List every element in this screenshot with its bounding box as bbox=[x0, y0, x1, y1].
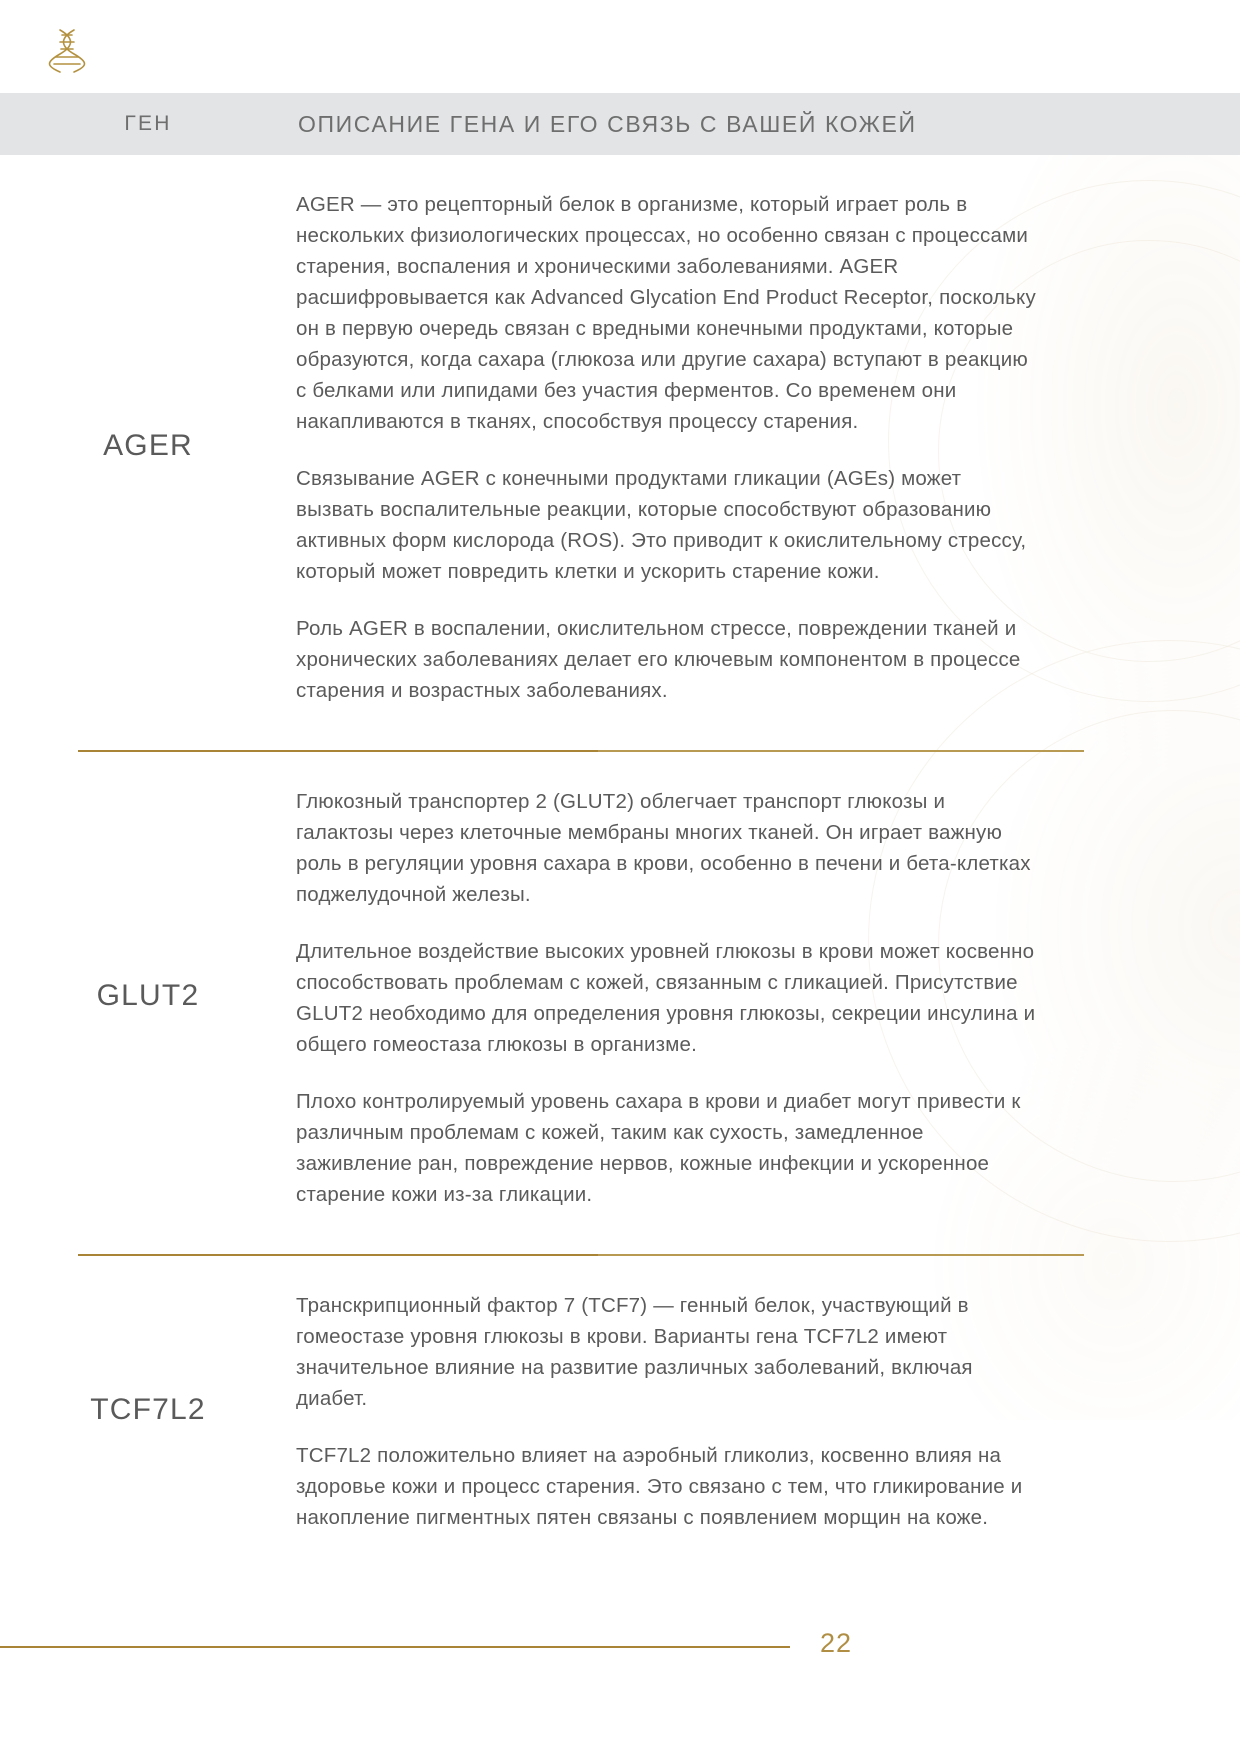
page-footer bbox=[0, 1628, 1240, 1668]
table-row bbox=[0, 1256, 1240, 1563]
table-header bbox=[0, 93, 1240, 155]
gene-name-cell bbox=[0, 752, 296, 1240]
page-number: 22 bbox=[820, 1628, 853, 1658]
table-row bbox=[0, 752, 1240, 1240]
paragraph: AGER — это рецепторный белок в организме, который играет роль в нескольких физиологических процессах, но особенно связан с процессами старения, воспаления и хроническими заболеваниями. AGER расшифровывается как Advanced Glycation End Product Receptor, поскольку он в первую очередь связан с вредными конечными продуктами, которые образуются, когда сахара (глюкоза или другие сахара) вступают в реакцию с белками или липидами без участия ферментов. Со временем они накапливаются в тканях, способствуя процессу старения. bbox=[296, 193, 1036, 433]
gene-description-cell bbox=[296, 752, 1240, 1240]
page-header bbox=[0, 0, 1240, 93]
paragraph: Транскрипционный фактор 7 (TCF7) — генный белок, участвующий в гомеостазе уровня глюкозы в крови. Варианты гена TCF7L2 имеют значительное влияние на развитие различных заболеваний, включая диабет. bbox=[296, 1294, 973, 1410]
paragraph: Длительное воздействие высоких уровней глюкозы в крови может косвенно способствовать проблемам с кожей, связанным с гликацией. Присутствие GLUT2 необходимо для определения уровня глюкозы, секреции инсулина и общего гомеостаза глюкозы в организме. bbox=[296, 940, 1036, 1056]
gene-name-cell bbox=[0, 155, 296, 736]
table-row bbox=[0, 155, 1240, 736]
gene-table-body bbox=[0, 155, 1240, 1563]
paragraph: Связывание AGER с конечными продуктами гликации (AGEs) может вызвать воспалительные реакции, которые способствуют образованию активных форм кислорода (ROS). Это приводит к окислительному стрессу, который может повредить клетки и ускорить старение кожи. bbox=[296, 467, 1027, 583]
paragraph: Глюкозный транспортер 2 (GLUT2) облегчает транспорт глюкозы и галактозы через клеточные мембраны многих тканей. Он играет важную роль в регуляции уровня сахара в крови, особенно в печени и бета-клетках поджелудочной железы. bbox=[296, 790, 1031, 906]
gene-name-cell bbox=[0, 1256, 296, 1563]
gene-name: GLUT2 bbox=[96, 979, 200, 1012]
gene-name: AGER bbox=[103, 428, 193, 462]
paragraph: TCF7L2 положительно влияет на аэробный гликолиз, косвенно влияя на здоровье кожи и процесс старения. Это связано с тем, что гликирование и накопление пигментных пятен связаны с появлением морщин на коже. bbox=[296, 1444, 1023, 1529]
column-header-gene: ГЕН bbox=[124, 112, 172, 135]
dna-helix-icon bbox=[40, 22, 96, 78]
gene-description-cell bbox=[296, 155, 1240, 736]
footer-rule bbox=[0, 1646, 790, 1648]
gene-description-cell bbox=[296, 1256, 1240, 1563]
gene-name: TCF7L2 bbox=[90, 1392, 206, 1426]
column-header-description: ОПИСАНИЕ ГЕНА И ЕГО СВЯЗЬ С ВАШЕЙ КОЖЕЙ bbox=[298, 110, 917, 137]
paragraph: Плохо контролируемый уровень сахара в крови и диабет могут привести к различным проблемам с кожей, таким как сухость, замедленное заживление ран, повреждение нервов, кожные инфекции и ускоренное старение кожи из-за гликации. bbox=[296, 1090, 1021, 1206]
paragraph: Роль AGER в воспалении, окислительном стрессе, повреждении тканей и хронических заболеваниях делает его ключевым компонентом в процессе старения и возрастных заболеваниях. bbox=[296, 617, 1021, 702]
